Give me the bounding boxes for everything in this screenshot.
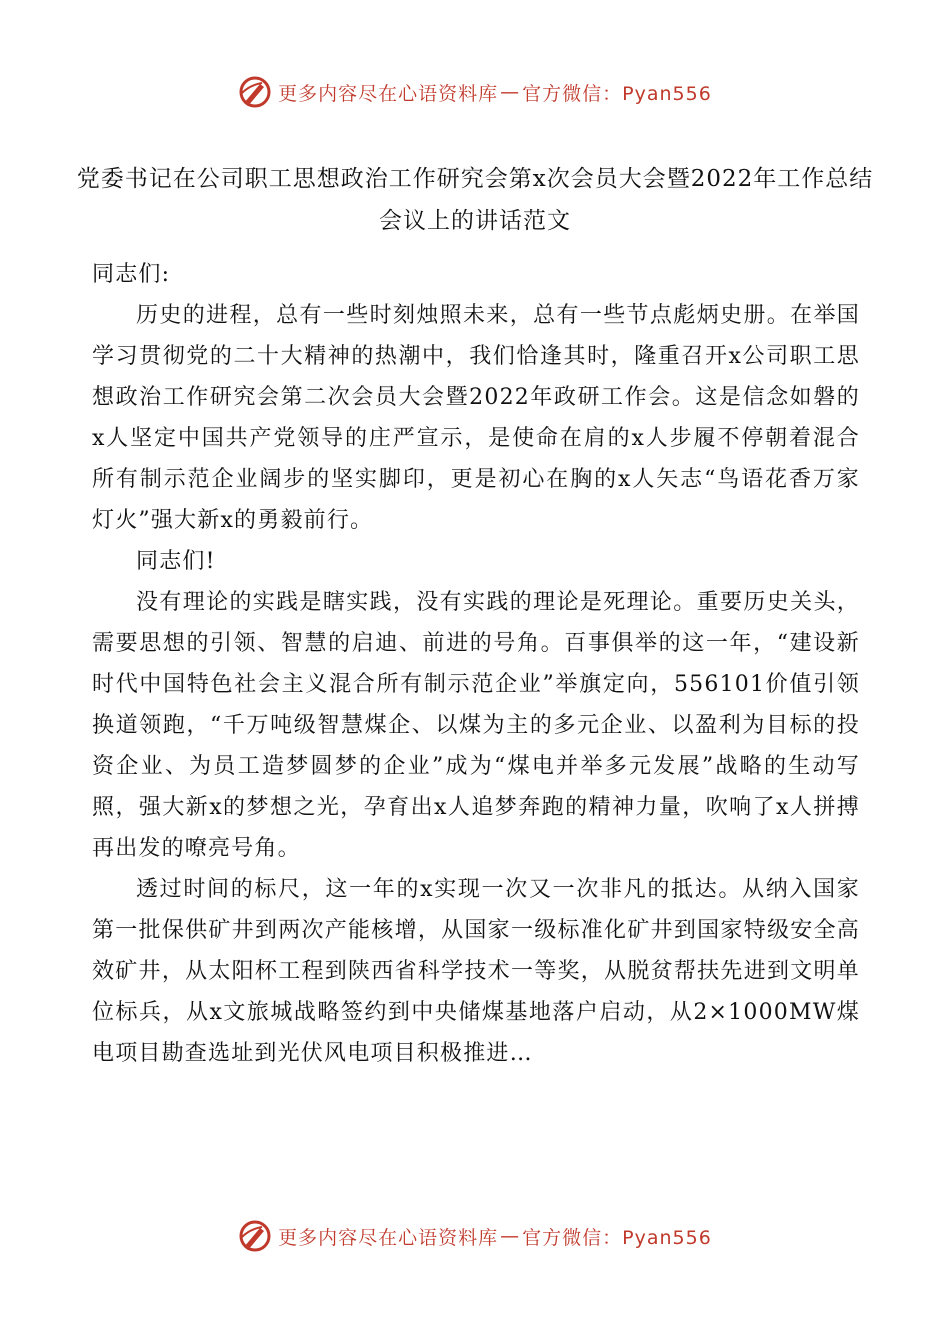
salutation: 同志们: [92,262,171,287]
paragraph: 透过时间的标尺，这一年的x实现一次又一次非凡的抵达。从纳入国家第一批保供矿井到两次产能核增，从国家一级标准化矿井到国家特级安全高效矿井，从太阳杯工程到陕西省科学技术一等奖，从脱贫帮扶先进到文明单位标兵，从x文旅城战略签约到中央储煤基地落户启动，从2×1000MW煤电项目勘查选址到光伏风电项目积极推进… [92,877,860,1066]
banner-separator: — [500,1225,521,1247]
document-body [92,254,860,1074]
banner-text: 更多内容尽在心语资料库 [278,82,499,105]
banner-contact: 官方微信：Pyan556 [522,82,712,105]
document-title: 党委书记在公司职工思想政治工作研究会第x次会员大会暨2022年工作总结会议上的讲话范文 [76,166,874,234]
banner-contact: 官方微信：Pyan556 [522,1226,712,1249]
pen-logo-icon [238,1219,272,1253]
paragraph: 没有理论的实践是瞎实践，没有实践的理论是死理论。重要历史关头，需要思想的引领、智慧的启迪、前进的号角。百事俱举的这一年，“建设新时代中国特色社会主义混合所有制示范企业”举旗定向，556101价值引领换道领跑，“千万吨级智慧煤企、以煤为主的多元企业、以盈利为目标的投资企业、为员工造梦圆梦的企业”成为“煤电并举多元发展”战略的生动写照，强大新x的梦想之光，孕育出x人追梦奔跑的精神力量，吹响了x人拼搏再出发的嘹亮号角。 [92,590,860,861]
paragraph: 同志们! [136,549,216,574]
banner-separator: — [500,81,521,103]
pen-logo-icon [238,75,272,109]
paragraph: 历史的进程，总有一些时刻烛照未来，总有一些节点彪炳史册。在举国学习贯彻党的二十大精神的热潮中，我们恰逢其时，隆重召开x公司职工思想政治工作研究会第二次会员大会暨2022年政研工作会。这是信念如磐的x人坚定中国共产党领导的庄严宣示，是使命在肩的x人步履不停朝着混合所有制示范企业阔步的坚实脚印，更是初心在胸的x人矢志“鸟语花香万家灯火”强大新x的勇毅前行。 [92,303,860,533]
banner-text: 更多内容尽在心语资料库 [278,1226,499,1249]
footer-banner [0,1216,950,1256]
header-banner [0,72,950,112]
